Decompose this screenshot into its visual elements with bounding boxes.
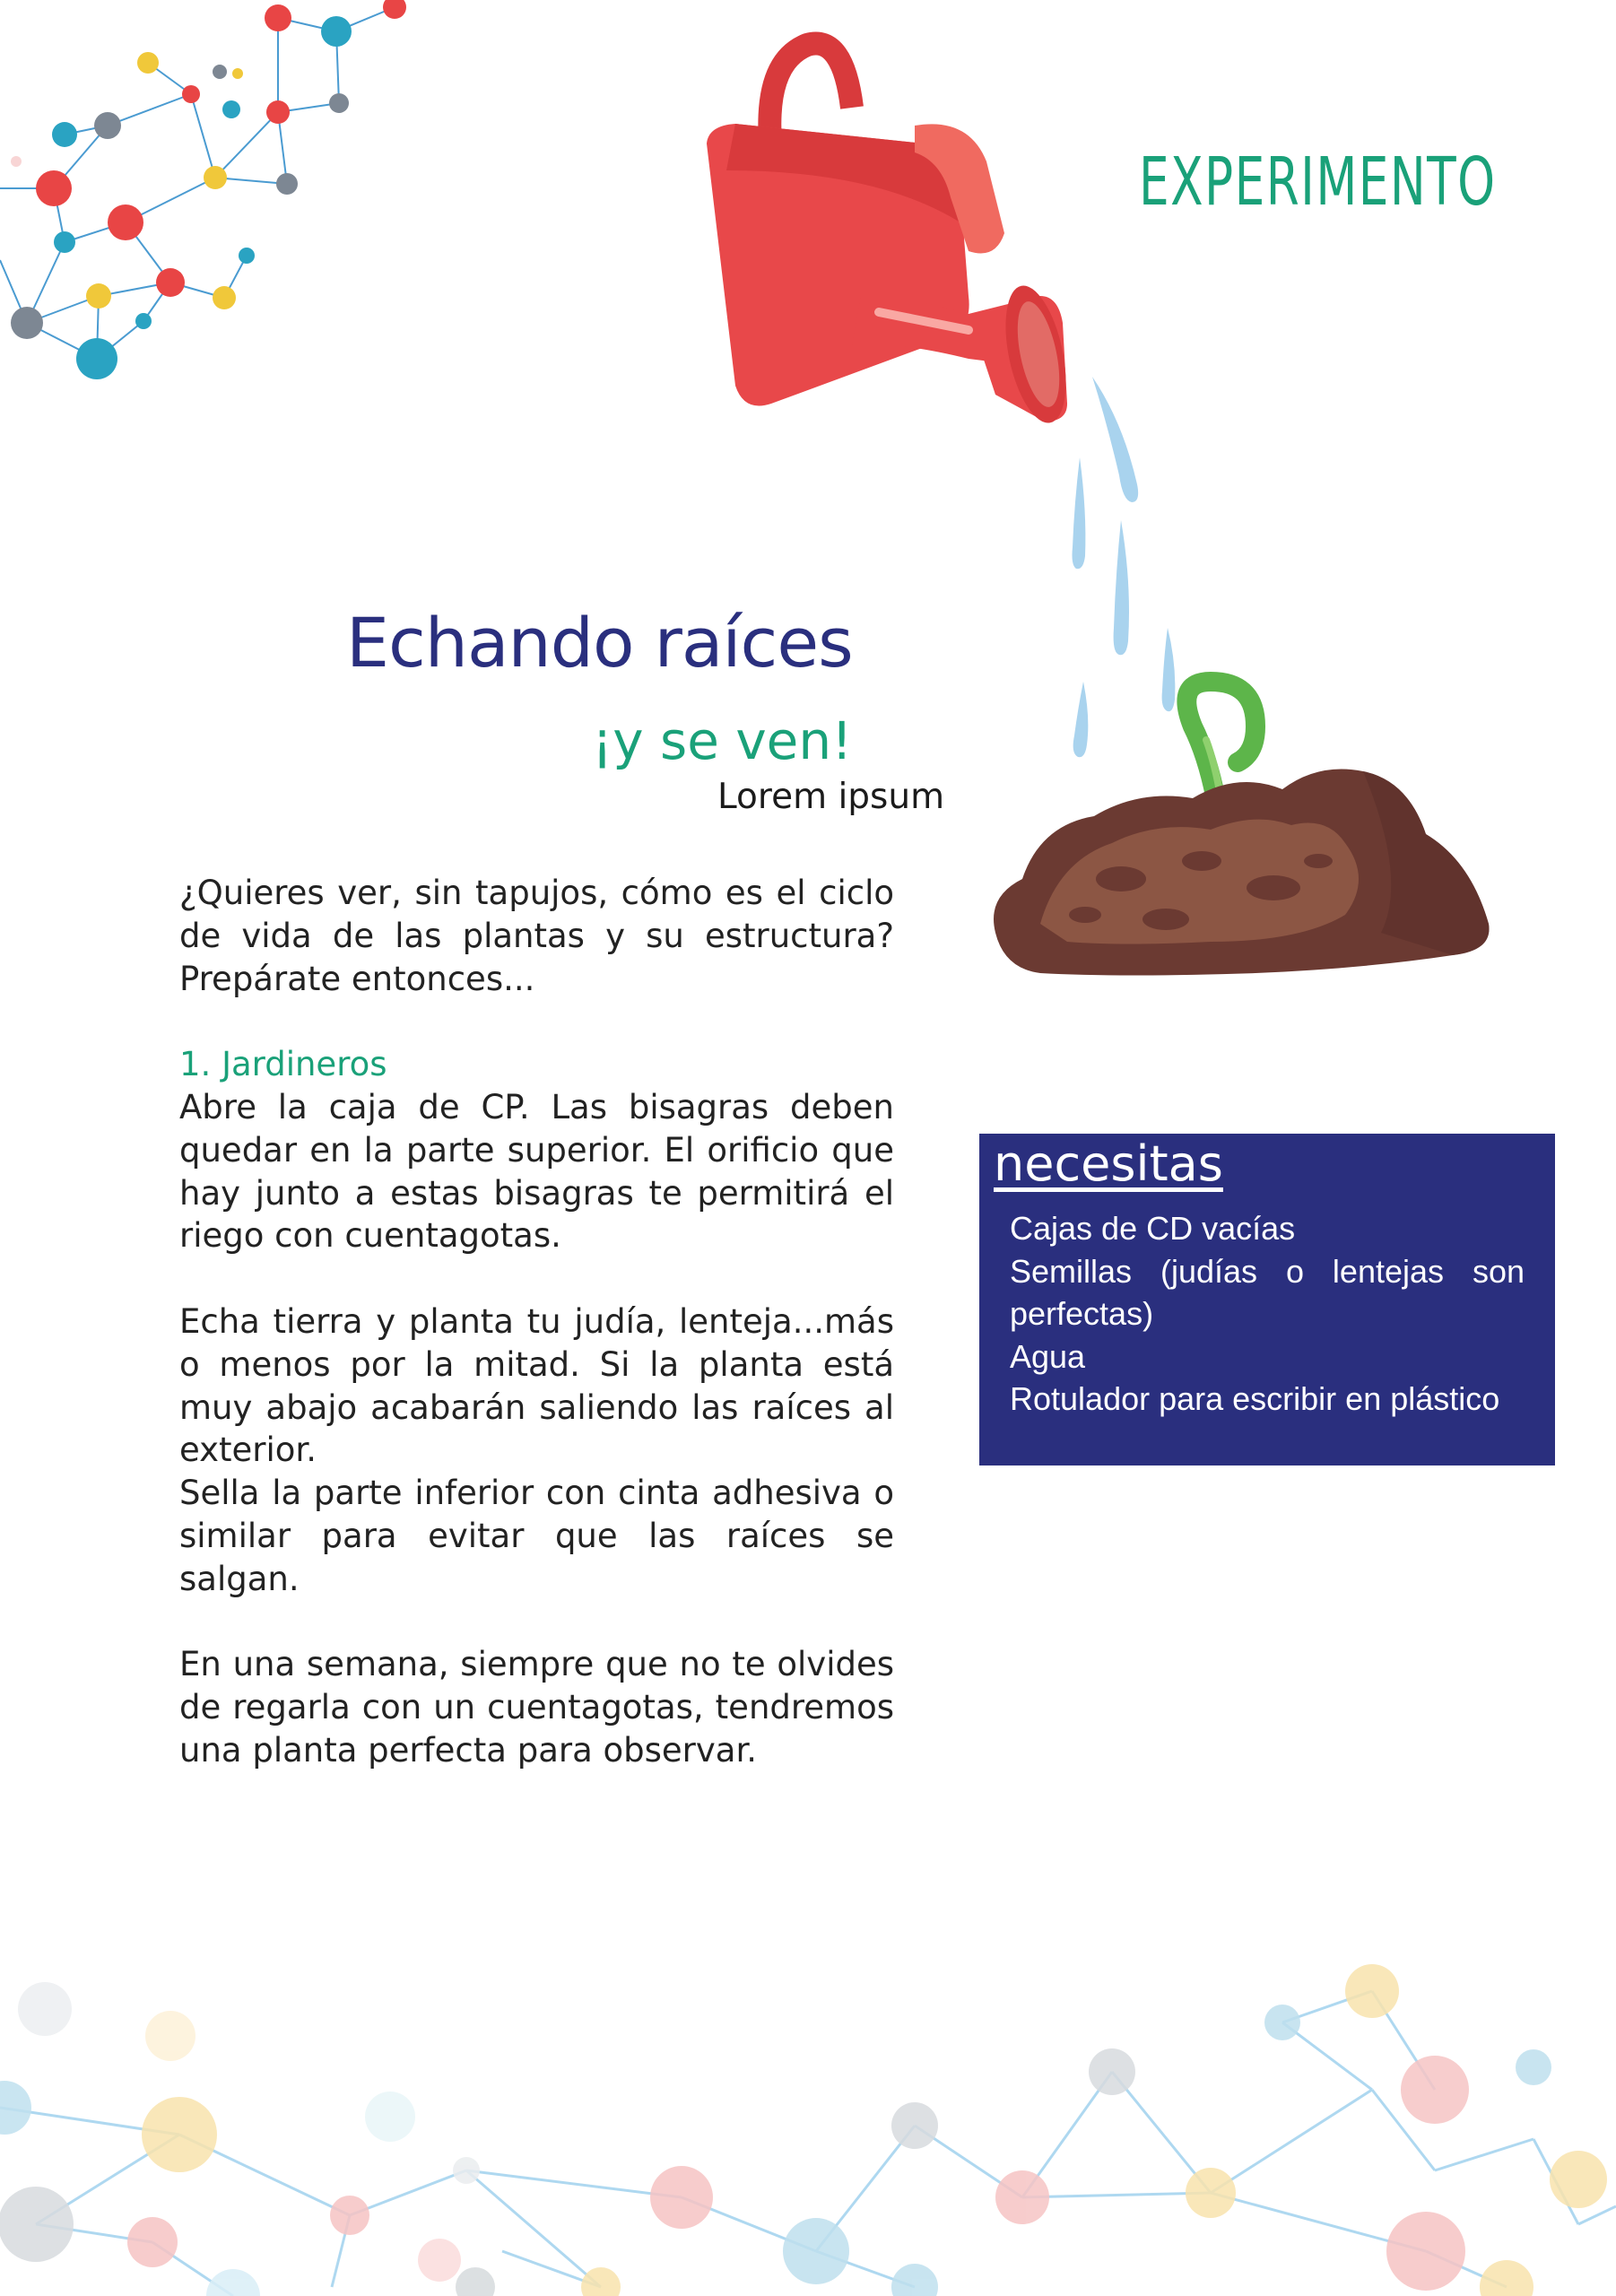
watering-can-icon [699, 27, 1076, 457]
tagline: Lorem ipsum [717, 777, 945, 817]
materials-heading: necesitas [994, 1135, 1223, 1192]
body-paragraph: Abre la caja de CP. Las bisagras deben quedar en la parte superior. El orificio que hay junto a estas bisagras te permitirá el riego con cuentagotas. [179, 1087, 894, 1256]
page-title [346, 603, 853, 683]
molecule-network-top-left [0, 0, 421, 395]
sprout-soil-icon [986, 664, 1498, 987]
intro-paragraph: ¿Quieres ver, sin tapujos, cómo es el ciclo de vida de las plantas y su estructura? Prepárate entonces... [179, 874, 894, 998]
list-item: Cajas de CD vacías [1010, 1210, 1296, 1247]
step-heading: 1. Jardineros [179, 1045, 387, 1084]
section-label: EXPERIMENTO [1139, 144, 1497, 221]
body-paragraph: En una semana, siempre que no te olvides de regarla con un cuentagotas, tendremos una planta perfecta para observar. [179, 1645, 894, 1770]
body-text [179, 872, 894, 1772]
materials-list [1010, 1207, 1525, 1421]
page-title-text: Echando raíces [346, 603, 853, 683]
page-subtitle: ¡y se ven! [592, 710, 853, 771]
list-item: Rotulador para escribir en plástico [1010, 1380, 1500, 1417]
materials-box [979, 1134, 1555, 1465]
molecule-network-bottom [0, 1910, 1616, 2296]
body-paragraph: Echa tierra y planta tu judía, lenteja...más o menos por la mitad. Si la planta está muy abajo acabarán saliendo las raíces al exterior. [179, 1301, 894, 1470]
list-item: Agua [1010, 1337, 1086, 1375]
list-item: Semillas (judías o lentejas son perfectas) [1010, 1252, 1525, 1332]
body-paragraph: Sella la parte inferior con cinta adhesiva o similar para evitar que las raíces se salgan. [179, 1474, 894, 1598]
